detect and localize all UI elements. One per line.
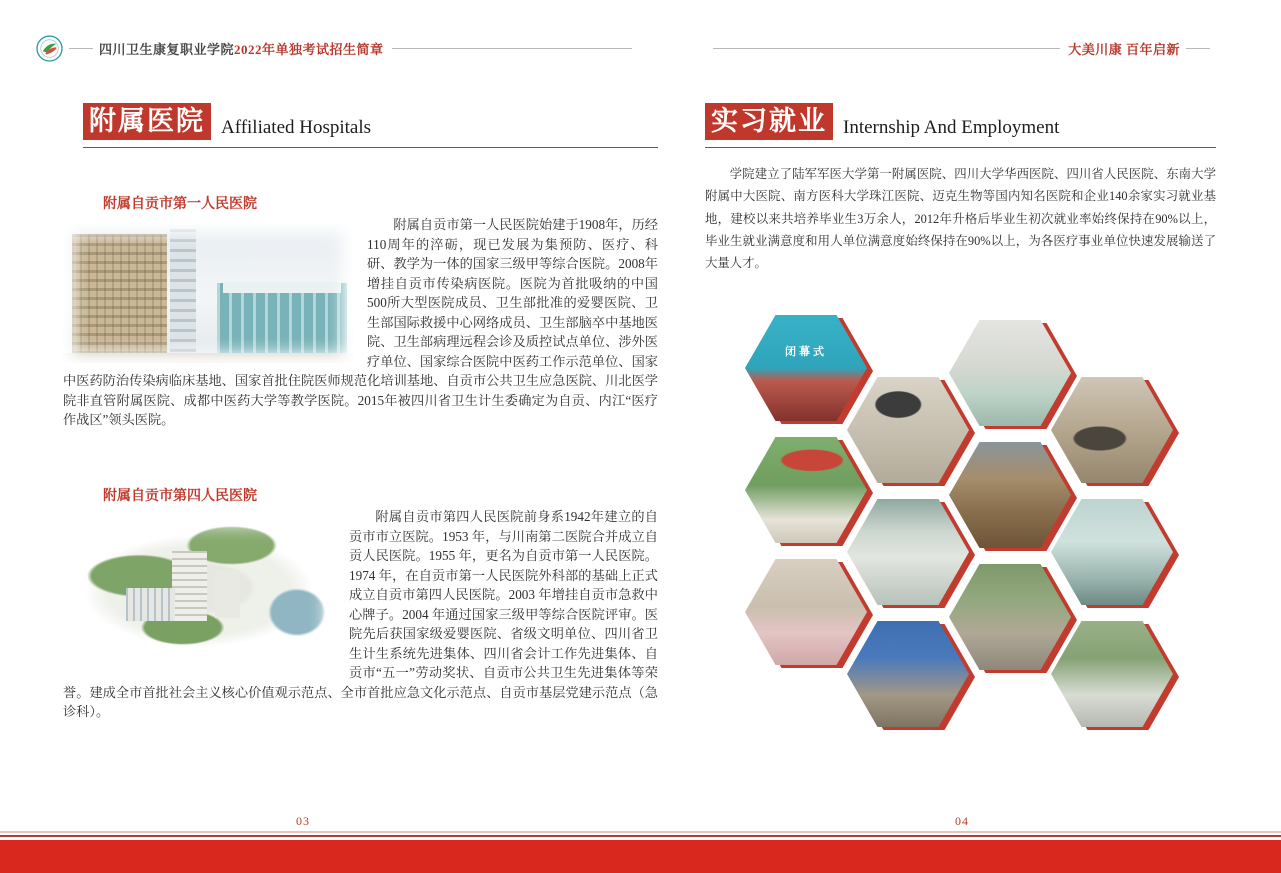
page-number-left: 03 bbox=[296, 814, 310, 828]
section-title-en: Internship And Employment bbox=[843, 117, 1060, 138]
section-title-cn: 附属医院 bbox=[83, 103, 211, 140]
footer-line-red bbox=[0, 835, 1281, 837]
hospital-1-photo bbox=[63, 223, 353, 363]
section-affiliated-hospitals bbox=[83, 103, 371, 140]
gallery-photo-classroom bbox=[1051, 621, 1173, 727]
header-divider bbox=[69, 48, 93, 49]
hospital-2-photo bbox=[63, 515, 335, 667]
section-title-cn: 实习就业 bbox=[705, 103, 833, 140]
hospital-1-heading: 附属自贡市第一人民医院 bbox=[103, 197, 257, 212]
gallery-photo-tent-event bbox=[847, 621, 969, 727]
header-rule-end bbox=[1186, 48, 1210, 49]
header-left bbox=[36, 34, 640, 62]
photo-fade bbox=[63, 515, 335, 667]
hospital-2-body-text: 附属自贡市第四人民医院前身系1942年建立的自贡市市立医院。1953 年，与川南第二医院合并成立自贡人民医院。1955 年，更名为自贡市第一人民医院。1974 年，在自贡市第一人民医院外科部的基础上正式成立自贡市第四人民医院。2003 年增挂自贡市急救中心牌子。2004 年通过国家三级甲等综合医院评审。医院先后获国家级爱婴医院、省级文明单位、四川省卫生计生系统先进集体、四川省会计工作先进集体、自贡市“五一”劳动奖状、自贡市公共卫生先进集体等荣誉。建成全市首批社会主义核心价值观示范点、全市首批应急文化示范点、自贡市基层党建示范点（急诊科）。 bbox=[63, 509, 658, 719]
footer-line-pink bbox=[0, 831, 1281, 833]
section-underline bbox=[83, 147, 658, 148]
internship-paragraph: 学院建立了陆军军医大学第一附属医院、四川大学华西医院、四川省人民医院、东南大学附属中大医院、南方医科大学珠江医院、迈克生物等国内知名医院和企业140余家实习就业基地，建校以来共培养毕业生3万余人，2012年升格后毕业生初次就业率始终保持在90%以上，毕业生就业满意度和用人单位满意度始终保持在90%以上，为各医疗事业单位快速发展输送了大量人才。 bbox=[705, 167, 1216, 271]
college-name: 四川卫生康复职业学院 bbox=[99, 41, 235, 57]
brochure-title: 2022年单独考试招生简章 bbox=[234, 41, 384, 57]
hospital-1-paragraph bbox=[63, 215, 658, 430]
header-rule bbox=[713, 48, 1060, 49]
section-underline bbox=[705, 147, 1216, 148]
ceremony-banner-text: 闭幕式 bbox=[785, 345, 827, 358]
header-rule bbox=[392, 48, 632, 49]
footer-red-bar bbox=[0, 840, 1281, 873]
hospital-1-body-text: 附属自贡市第一人民医院始建于1908年，历经110周年的淬砺，现已发展为集预防、医疗、科研、教学为一体的国家三级甲等综合医院。2008年增挂自贡市传染病医院。医院为首批吸纳的中国500所大型医院成员、卫生部批准的爱婴医院、卫生部国际救援中心网络成员、卫生部脑卒中基地医院、卫生部病理远程会诊及质控试点单位、涉外医疗单位、国家综合医院中医药工作示范单位、国家中医药防治传染病临床基地、国家首批住院医师规范化培训基地、自贡市公共卫生应急医院、川北医学院非直管附属医院、成都中医药大学等教学医院。2015年被四川省卫生计生委确定为自贡、内江“医疗作战区”领头医院。 bbox=[63, 217, 658, 427]
header-right bbox=[705, 34, 1216, 62]
section-title-en: Affiliated Hospitals bbox=[221, 117, 372, 138]
hospital-2-heading: 附属自贡市第四人民医院 bbox=[103, 489, 257, 504]
section-internship-employment bbox=[705, 103, 1059, 140]
college-logo-icon bbox=[36, 35, 63, 62]
hospital-2-paragraph bbox=[63, 507, 658, 722]
page-number-right: 04 bbox=[955, 814, 969, 828]
photo-fade bbox=[63, 223, 353, 363]
slogan-text: 大美川康 百年启新 bbox=[1068, 41, 1180, 57]
